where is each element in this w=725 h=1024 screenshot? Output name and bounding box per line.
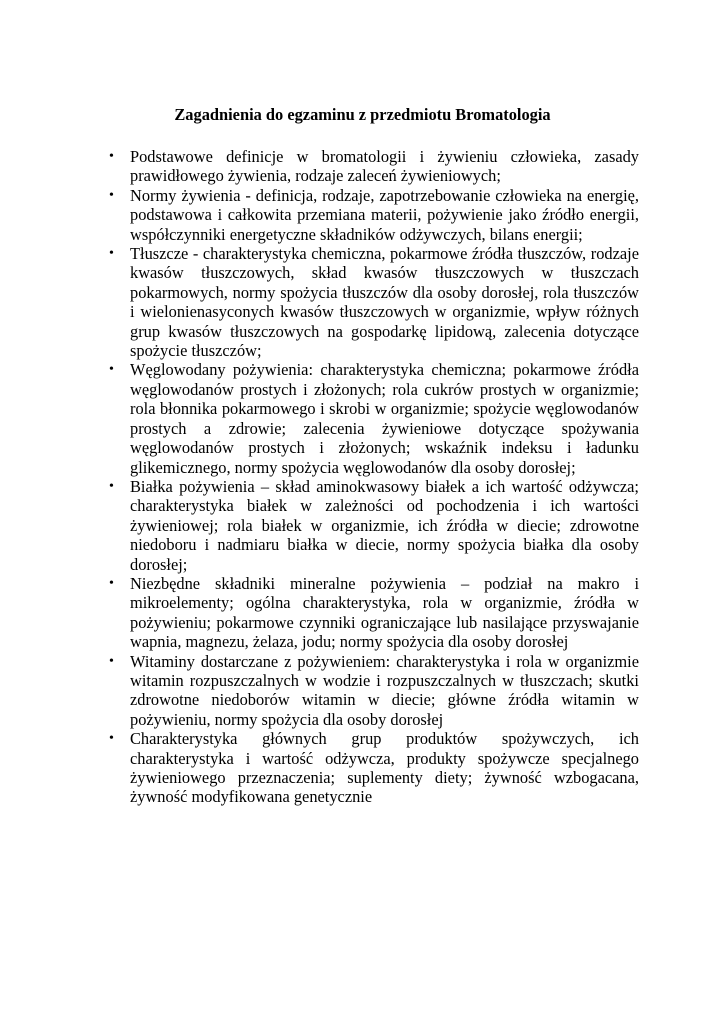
list-item <box>106 186 639 244</box>
list-item <box>106 360 639 476</box>
bullet-icon: • <box>109 362 114 378</box>
list-item <box>106 244 639 360</box>
list-item-text: Niezbędne składniki mineralne pożywienia – podział na makro i mikroelementy; ogólna charakterystyka, rola w organizmie, źródła w pożywieniu; pokarmowe czynniki ograniczające lub nasilające przyswajanie wapnia, magnezu, żelaza, jodu; normy spożycia dla osoby dorosłej <box>130 573 639 652</box>
list-item-text: Charakterystyka głównych grup produktów spożywczych, ich charakterystyka i wartość odżywcza, produkty spożywcze specjalnego żywieniowego przeznaczenia; suplementy diety; żywność wzbogacana, żywność modyfikowana genetycznie <box>130 729 639 807</box>
list-item <box>106 729 639 807</box>
list-item-text: Normy żywienia - definicja, rodzaje, zapotrzebowanie człowieka na energię, podstawowa i całkowita przemiana materii, pożywienie jako źródło energii, współczynniki energetyczne składników odżywczych, bilans energii; <box>130 185 639 244</box>
list-item <box>106 652 639 730</box>
list-item <box>106 477 639 574</box>
bullet-icon: • <box>109 246 114 262</box>
list-item-text: Podstawowe definicje w bromatologii i żywieniu człowieka, zasady prawidłowego żywienia, rodzaje zaleceń żywieniowych; <box>130 147 639 186</box>
exam-topics-list <box>106 147 639 807</box>
bullet-icon: • <box>109 731 114 747</box>
list-item-text: Witaminy dostarczane z pożywieniem: charakterystyka i rola w organizmie witamin rozpuszczalnych w wodzie i rozpuszczalnych w tłuszczach; skutki zdrowotne niedoborów witamin w diecie; główne źródła witamin w pożywieniu, normy spożycia dla osoby dorosłej <box>130 651 639 729</box>
bullet-icon: • <box>109 478 114 494</box>
list-item-text: Tłuszcze - charakterystyka chemiczna, pokarmowe źródła tłuszczów, rodzaje kwasów tłuszczowych, skład kwasów tłuszczowych w tłuszczach pokarmowych, normy spożycia tłuszczów dla osoby dorosłej, rola tłuszczów i wielonienasyconych kwasów tłuszczowych w organizmie, wpływ różnych grup kwasów tłuszczowych na gospodarkę lipidową, zalecenia dotyczące spożycie tłuszczów; <box>130 244 639 361</box>
list-item <box>106 147 639 186</box>
document-title: Zagadnienia do egzaminu z przedmiotu Bromatologia <box>174 105 551 124</box>
bullet-icon: • <box>109 187 114 203</box>
bullet-icon: • <box>109 653 114 669</box>
list-item <box>106 574 639 652</box>
bullet-icon: • <box>109 575 114 591</box>
list-item-text: Białka pożywienia – skład aminokwasowy białek a ich wartość odżywcza; charakterystyka białek w zależności od pochodzenia i ich wartości żywieniowej; rola białek w organizmie, ich źródła w diecie; zdrowotne niedoboru i nadmiaru białka w diecie, normy spożycia białka dla osoby dorosłej; <box>130 476 639 574</box>
list-item-text: Węglowodany pożywienia: charakterystyka chemiczna; pokarmowe źródła węglowodanów prostych i złożonych; rola cukrów prostych w organizmie; rola błonnika pokarmowego i skrobi w organizmie; spożycie węglowodanów prostych a zdrowie; zalecenia żywieniowe dotyczące spożywania węglowodanów prostych i złożonych; wskaźnik indeksu i ładunku glikemicznego, normy spożycia węglowodanów dla osoby dorosłej; <box>130 360 639 477</box>
bullet-icon: • <box>109 149 114 164</box>
